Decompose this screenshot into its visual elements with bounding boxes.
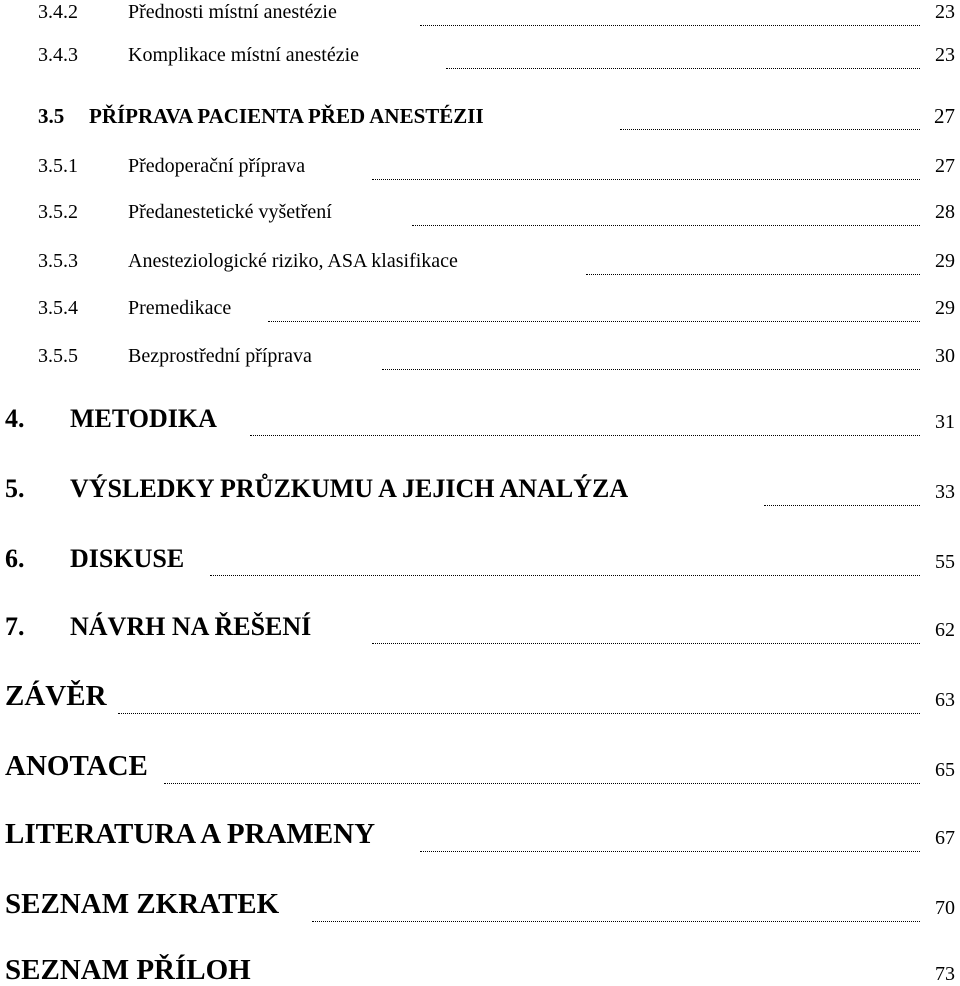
toc-entry[interactable] xyxy=(0,45,960,69)
toc-entry-number: 3.5.4 xyxy=(38,297,78,319)
toc-leader-dots xyxy=(586,251,920,275)
toc-entry[interactable] xyxy=(0,752,960,784)
toc-leader-dots xyxy=(764,476,920,506)
toc-leader-dots xyxy=(372,614,920,644)
toc-entry-title: NÁVRH NA ŘEŠENÍ xyxy=(70,612,312,641)
toc-entry-title: Premedikace xyxy=(128,297,232,319)
toc-leader-dots xyxy=(420,2,920,26)
toc-leader-dots xyxy=(210,546,920,576)
toc-entry-number: 5. xyxy=(5,474,25,503)
toc-entry-number: 7. xyxy=(5,612,25,641)
toc-entry-page: 31 xyxy=(935,411,955,433)
toc-entry-page: 33 xyxy=(935,481,955,503)
toc-entry[interactable] xyxy=(0,614,960,644)
toc-entry-title: Předoperační příprava xyxy=(128,155,306,177)
toc-entry-number: 4. xyxy=(5,404,25,433)
toc-entry-page: 67 xyxy=(935,827,955,849)
toc-entry-title: Anesteziologické riziko, ASA klasifikace xyxy=(128,250,458,272)
toc-entry-number: 3.5.1 xyxy=(38,155,78,177)
toc-entry-title: PŘÍPRAVA PACIENTA PŘED ANESTÉZII xyxy=(89,104,484,128)
toc-entry-page: 23 xyxy=(935,44,955,66)
toc-leader-dots xyxy=(118,682,920,714)
toc-entry-page: 30 xyxy=(935,345,955,367)
toc-entry[interactable] xyxy=(0,298,960,322)
toc-leader-dots xyxy=(382,346,920,370)
toc-entry-page: 63 xyxy=(935,689,955,711)
toc-leader-dots xyxy=(446,45,920,69)
toc-entry[interactable] xyxy=(0,251,960,275)
toc-entry-title: LITERATURA A PRAMENY xyxy=(5,818,376,850)
toc-entry[interactable] xyxy=(0,406,960,436)
toc-leader-dots xyxy=(372,156,920,180)
toc-entry-title: Bezprostřední příprava xyxy=(128,345,312,367)
toc-entry-title: METODIKA xyxy=(70,404,217,433)
toc-entry[interactable] xyxy=(0,820,960,852)
toc-entry-title: Přednosti místní anestézie xyxy=(128,1,337,23)
toc-entry-number: 3.5 xyxy=(38,104,65,128)
toc-leader-dots xyxy=(420,820,920,852)
toc-entry[interactable] xyxy=(0,546,960,576)
toc-entry[interactable] xyxy=(0,682,960,714)
toc-entry-number: 3.4.2 xyxy=(38,1,78,23)
toc-entry-number: 3.5.3 xyxy=(38,250,78,272)
toc-entry-title: SEZNAM PŘÍLOH xyxy=(5,954,251,986)
toc-entry[interactable] xyxy=(0,476,960,506)
toc-entry[interactable] xyxy=(0,890,960,922)
toc-leader-dots xyxy=(250,406,920,436)
toc-leader-dots xyxy=(620,106,920,130)
toc-entry-page: 70 xyxy=(935,897,955,919)
toc-leader-dots xyxy=(268,298,920,322)
toc-entry-title: Předanestetické vyšetření xyxy=(128,201,332,223)
toc-entry[interactable] xyxy=(0,2,960,26)
toc-entry-page: 23 xyxy=(935,1,955,23)
toc-entry-title: SEZNAM ZKRATEK xyxy=(5,888,280,920)
toc-entry[interactable] xyxy=(0,106,960,130)
toc-entry[interactable] xyxy=(0,156,960,180)
toc-entry-title: VÝSLEDKY PRŮZKUMU A JEJICH ANALÝZA xyxy=(70,474,629,503)
toc-entry-page: 27 xyxy=(935,155,955,177)
toc-entry[interactable] xyxy=(0,346,960,370)
toc-entry-page: 28 xyxy=(935,201,955,223)
toc-entry-title: DISKUSE xyxy=(70,544,185,573)
toc-entry-page: 65 xyxy=(935,759,955,781)
toc-leader-dots xyxy=(280,956,920,986)
toc-entry-page: 73 xyxy=(935,963,955,985)
toc-entry-page: 62 xyxy=(935,619,955,641)
toc-entry-title: Komplikace místní anestézie xyxy=(128,44,360,66)
toc-entry-number: 3.5.2 xyxy=(38,201,78,223)
toc-entry-title: ANOTACE xyxy=(5,750,148,782)
toc-entry-title: ZÁVĚR xyxy=(5,680,107,712)
toc-entry-number: 3.5.5 xyxy=(38,345,78,367)
toc-entry[interactable] xyxy=(0,956,960,986)
toc-leader-dots xyxy=(312,890,920,922)
toc-leader-dots xyxy=(412,202,920,226)
toc-entry-page: 29 xyxy=(935,297,955,319)
toc-entry-number: 3.4.3 xyxy=(38,44,78,66)
toc-entry-page: 29 xyxy=(935,250,955,272)
toc-entry[interactable] xyxy=(0,202,960,226)
toc-entry-page: 27 xyxy=(934,104,955,128)
toc-leader-dots xyxy=(164,752,920,784)
toc-entry-page: 55 xyxy=(935,551,955,573)
toc-entry-number: 6. xyxy=(5,544,25,573)
